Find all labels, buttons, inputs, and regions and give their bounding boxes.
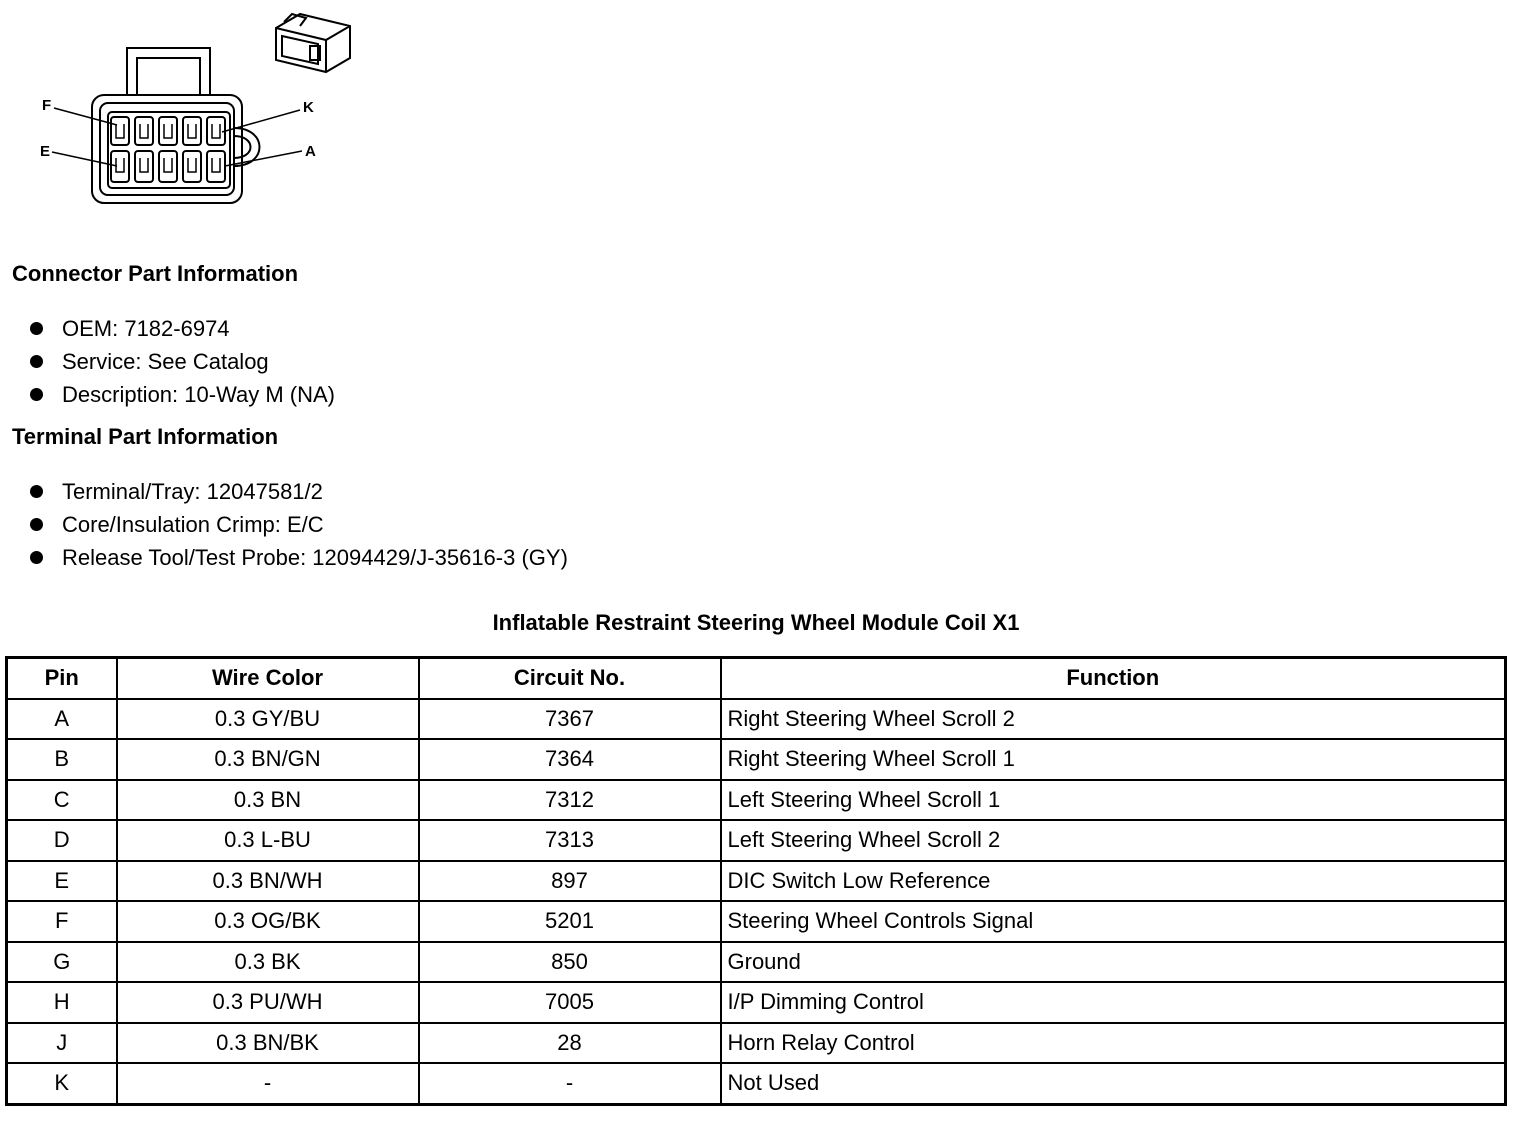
bullet-icon	[30, 322, 43, 335]
bullet-icon	[30, 388, 43, 401]
list-item: OEM: 7182-6974	[30, 312, 335, 345]
connector-part-info-heading: Connector Part Information	[12, 261, 299, 286]
wire-color-cell: 0.3 BN	[117, 780, 419, 821]
pin-label-k: K	[303, 99, 314, 116]
list-item: Release Tool/Test Probe: 12094429/J-35616-3 (GY)	[30, 541, 568, 574]
table-row	[7, 780, 1506, 821]
list-item: Core/Insulation Crimp: E/C	[30, 508, 568, 541]
circuit-no-cell: 897	[419, 861, 721, 902]
table-row	[7, 1023, 1506, 1064]
function-cell: Right Steering Wheel Scroll 2	[721, 699, 1506, 740]
function-cell: Left Steering Wheel Scroll 1	[721, 780, 1506, 821]
wire-color-cell: 0.3 OG/BK	[117, 901, 419, 942]
table-row	[7, 820, 1506, 861]
table-row	[7, 739, 1506, 780]
pin-cell: J	[7, 1023, 117, 1064]
function-cell: I/P Dimming Control	[721, 982, 1506, 1023]
terminal-part-info-list	[30, 475, 568, 574]
circuit-no-cell: 850	[419, 942, 721, 983]
column-header-circuit-no: Circuit No.	[419, 658, 721, 699]
table-row	[7, 942, 1506, 983]
circuit-no-cell: 7312	[419, 780, 721, 821]
circuit-no-cell: 7005	[419, 982, 721, 1023]
wire-color-cell: -	[117, 1063, 419, 1104]
wire-color-cell: 0.3 PU/WH	[117, 982, 419, 1023]
pin-label-a: A	[305, 143, 316, 160]
terminal-part-info-heading: Terminal Part Information	[12, 424, 279, 449]
circuit-no-cell: 7313	[419, 820, 721, 861]
list-item: Service: See Catalog	[30, 345, 335, 378]
table-row	[7, 982, 1506, 1023]
column-header-function: Function	[721, 658, 1506, 699]
circuit-no-cell: 28	[419, 1023, 721, 1064]
pin-cell: K	[7, 1063, 117, 1104]
wire-color-cell: 0.3 BK	[117, 942, 419, 983]
pin-cell: B	[7, 739, 117, 780]
function-cell: Steering Wheel Controls Signal	[721, 901, 1506, 942]
pinout-table	[5, 656, 1507, 1106]
wire-color-cell: 0.3 BN/GN	[117, 739, 419, 780]
pin-cell: G	[7, 942, 117, 983]
connector-part-info-list	[30, 312, 335, 411]
pin-cell: H	[7, 982, 117, 1023]
connector-diagram	[0, 0, 400, 230]
bullet-icon	[30, 485, 43, 498]
function-cell: DIC Switch Low Reference	[721, 861, 1506, 902]
pin-cell: D	[7, 820, 117, 861]
pin-cell: C	[7, 780, 117, 821]
circuit-no-cell: 7367	[419, 699, 721, 740]
column-header-wire-color: Wire Color	[117, 658, 419, 699]
table-row	[7, 901, 1506, 942]
circuit-no-cell: -	[419, 1063, 721, 1104]
pin-cell: A	[7, 699, 117, 740]
wire-color-cell: 0.3 BN/BK	[117, 1023, 419, 1064]
column-header-pin: Pin	[7, 658, 117, 699]
table-row	[7, 861, 1506, 902]
pin-label-f: F	[42, 97, 52, 114]
bullet-icon	[30, 551, 43, 564]
pin-cell: E	[7, 861, 117, 902]
circuit-no-cell: 5201	[419, 901, 721, 942]
wire-color-cell: 0.3 L-BU	[117, 820, 419, 861]
table-header-row	[7, 658, 1506, 699]
table-row	[7, 1063, 1506, 1104]
pin-label-e: E	[40, 143, 51, 160]
table-title: Inflatable Restraint Steering Wheel Module Coil X1	[492, 610, 1020, 635]
circuit-no-cell: 7364	[419, 739, 721, 780]
pin-cell: F	[7, 901, 117, 942]
wire-color-cell: 0.3 BN/WH	[117, 861, 419, 902]
bullet-icon	[30, 355, 43, 368]
wire-color-cell: 0.3 GY/BU	[117, 699, 419, 740]
connector-isometric-icon	[276, 14, 350, 72]
table-row	[7, 699, 1506, 740]
function-cell: Not Used	[721, 1063, 1506, 1104]
function-cell: Right Steering Wheel Scroll 1	[721, 739, 1506, 780]
list-item: Description: 10-Way M (NA)	[30, 378, 335, 411]
function-cell: Left Steering Wheel Scroll 2	[721, 820, 1506, 861]
function-cell: Ground	[721, 942, 1506, 983]
bullet-icon	[30, 518, 43, 531]
function-cell: Horn Relay Control	[721, 1023, 1506, 1064]
list-item: Terminal/Tray: 12047581/2	[30, 475, 568, 508]
